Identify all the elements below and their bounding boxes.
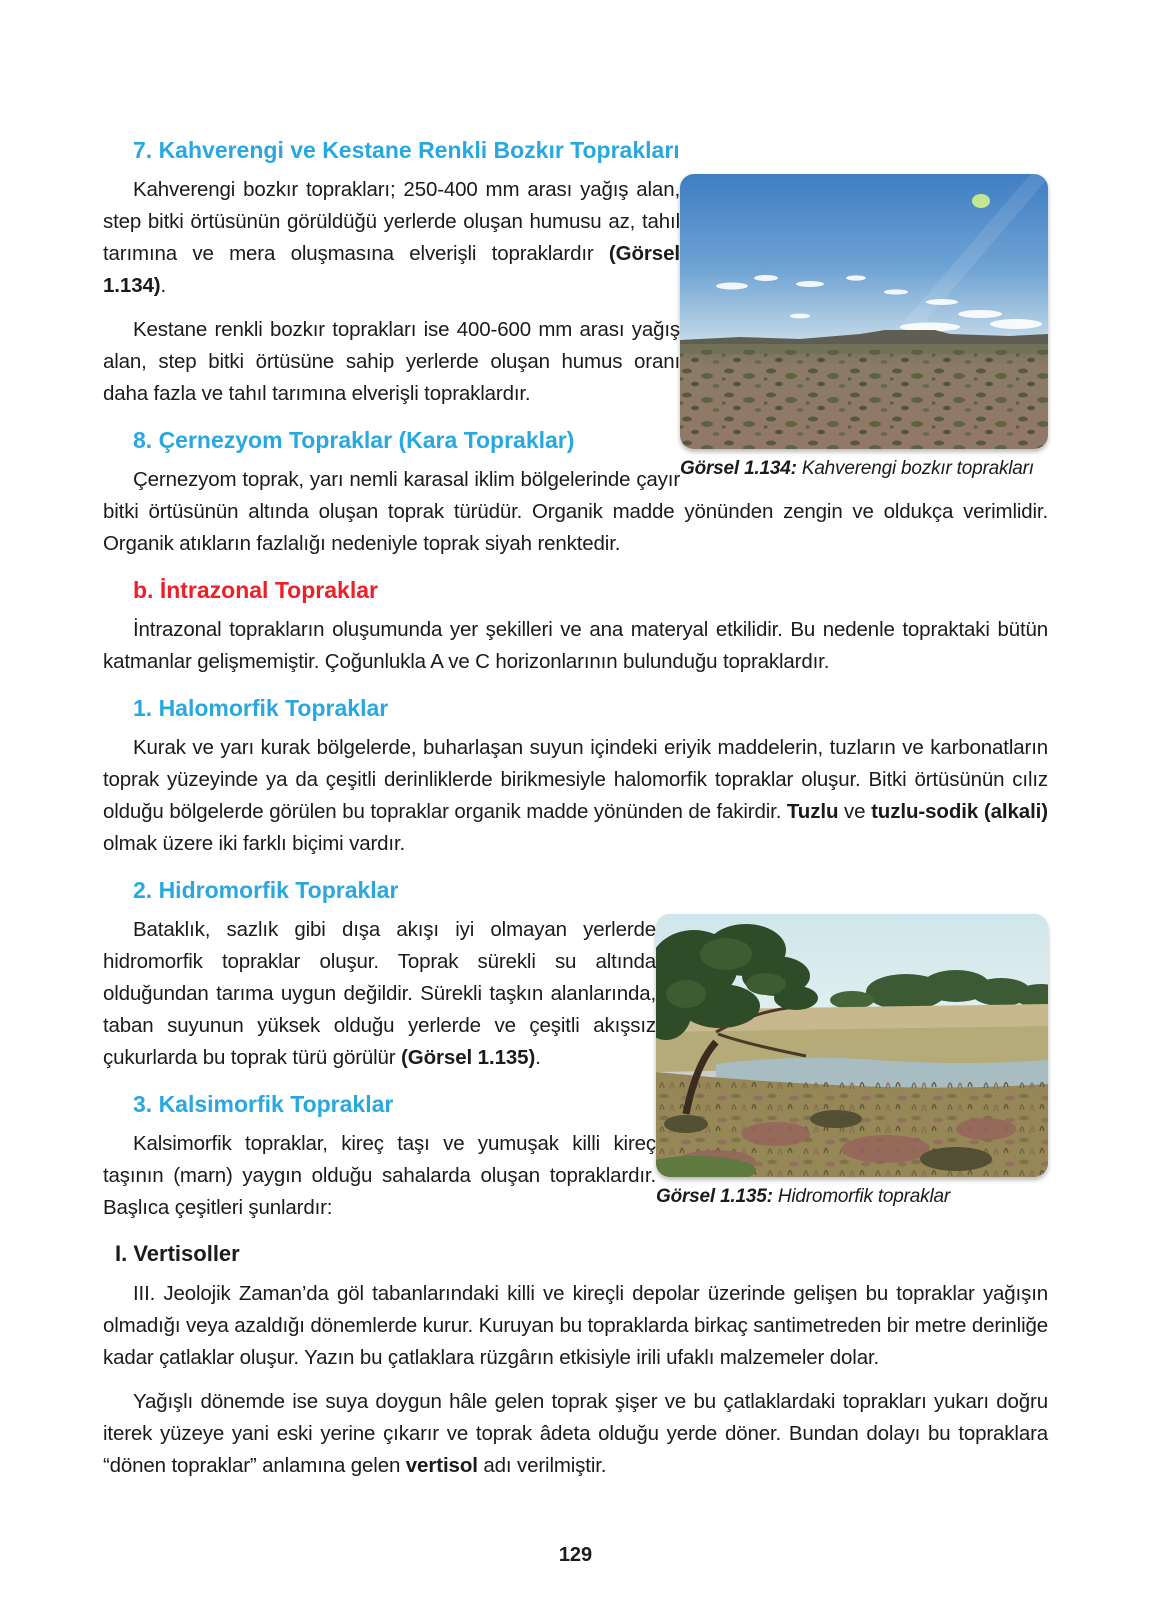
figure-gorsel-1-135: [656, 914, 1048, 1209]
heading-hydromorphic-soils: 2. Hidromorfik Topraklar: [133, 877, 399, 903]
steppe-landscape-photo: [680, 174, 1048, 449]
caption-label: Görsel 1.134:: [680, 458, 797, 479]
figure-caption-1-134: [680, 457, 1048, 481]
heading-calcimorphic-soils: 3. Kalsimorfik Topraklar: [133, 1091, 394, 1117]
text-run: olmak üzere iki farklı biçimi vardır.: [103, 832, 406, 855]
bold-run: (Görsel 1.135): [401, 1046, 536, 1069]
heading-brown-steppe-soils: 7. Kahverengi ve Kestane Renkli Bozkır Toprakları: [133, 137, 680, 163]
heading-intrazonal-soils: b. İntrazonal Topraklar: [133, 577, 378, 603]
text-run: .: [160, 274, 167, 297]
page-number: 129: [558, 1544, 593, 1566]
figure-caption-1-135: [656, 1185, 1048, 1209]
bold-run: (Görsel 1.134): [103, 242, 680, 297]
paragraph-chernozem: Çernezyom toprak, yarı nemli karasal iklim bölgelerinde çayır bitki örtüsünün altında oluşan toprak türüdür. Organik madde yönünden zengin ve oldukça verimlidir. Organik atıkların fazlalığı nedeniyle toprak siyah renktedir.: [103, 468, 1048, 555]
steppe-photo-illustration: [680, 174, 1048, 449]
paragraph-halomorphic: [103, 732, 1048, 860]
text-run: adı verilmiştir.: [477, 1454, 607, 1477]
bold-run: tuzlu-sodik (alkali): [871, 800, 1048, 823]
text-run: .: [535, 1046, 541, 1069]
figure-gorsel-1-134: [680, 174, 1048, 481]
caption-text: Kahverengi bozkır toprakları: [801, 458, 1034, 479]
heading-chernozem-soils: 8. Çernezyom Topraklar (Kara Topraklar): [133, 427, 575, 453]
bold-run: Tuzlu: [786, 800, 839, 823]
text-run: Bataklık, sazlık gibi dışa akışı iyi olmayan yerlerde hidromorfik topraklar oluşur. Toprak sürekli su altında olduğundan tarıma uygun değildir. Sürekli taşkın alanlarında, taban suyunun yüksek olduğu yerlerde ve çeşitli akışsız çukurlarda bu toprak türü görülür: [103, 918, 656, 1069]
caption-text: Hidromorfik topraklar: [777, 1186, 950, 1207]
paragraph-intrazonal: İntrazonal toprakların oluşumunda yer şekilleri ve ana materyal etkilidir. Bu nedenle topraktaki bütün katmanlar gelişmemiştir. Çoğunlukla A ve C horizonlarının bulunduğu topraklardır.: [103, 618, 1048, 673]
bold-run: vertisol: [405, 1454, 478, 1477]
caption-label: Görsel 1.135:: [656, 1186, 773, 1207]
heading-vertisols: I. Vertisoller: [115, 1241, 240, 1266]
paragraph-vertisol-wet: [103, 1386, 1048, 1482]
text-run: Yağışlı dönemde ise suya doygun hâle gelen toprak şişer ve bu çatlaklardaki toprakları yukarı doğru iterek yüzeye yani eski yerine çıkarır ve toprak âdeta olduğu yerde döner. Bundan dolayı bu topraklara “dönen topraklar” anlamına gelen: [103, 1390, 1048, 1477]
text-run: ve: [838, 800, 872, 823]
wetland-photo-illustration: [656, 914, 1048, 1177]
text-run: Kahverengi bozkır toprakları; 250-400 mm arası yağış alan, step bitki örtüsünün görüldüğü yerlerde oluşan humusu az, tahıl tarımına ve mera oluşmasına elverişli topraklardır: [103, 178, 680, 265]
heading-halomorphic-soils: 1. Halomorfik Topraklar: [133, 695, 389, 721]
paragraph-chestnut: Kestane renkli bozkır toprakları ise 400-600 mm arası yağış alan, step bitki örtüsüne sahip yerlerde oluşan humus oranı daha fazla ve tahıl tarımına elverişli topraklardır.: [103, 318, 680, 405]
wetland-photo: [656, 914, 1048, 1177]
paragraph-vertisol-dry: III. Jeolojik Zaman’da göl tabanlarındaki killi ve kireçli depolar üzerinde gelişen bu topraklar yağışın olmadığı veya azaldığı dönemlerde kurur. Kuruyan bu topraklarda birkaç santimetreden bir metre derinliğe kadar çatlaklar oluşur. Yazın bu çatlaklara rüzgârın etkisiyle irili ufaklı malzemeler dolar.: [103, 1282, 1048, 1369]
paragraph-calcimorphic: Kalsimorfik topraklar, kireç taşı ve yumuşak killi kireç taşının (marn) yaygın olduğu sahalarda oluşan topraklardır. Başlıca çeşitleri şunlardır:: [103, 1132, 656, 1219]
text-run: Kurak ve yarı kurak bölgelerde, buharlaşan suyun içindeki eriyik maddelerin, tuzların ve karbonatların toprak yüzeyinde ya da çeşitli derinliklerde birikmesiyle halomorfik topraklar oluşur. Bitki örtüsünün cılız olduğu bölgelerde görülen bu topraklar organik madde yönünden de fakirdir.: [103, 736, 1048, 823]
